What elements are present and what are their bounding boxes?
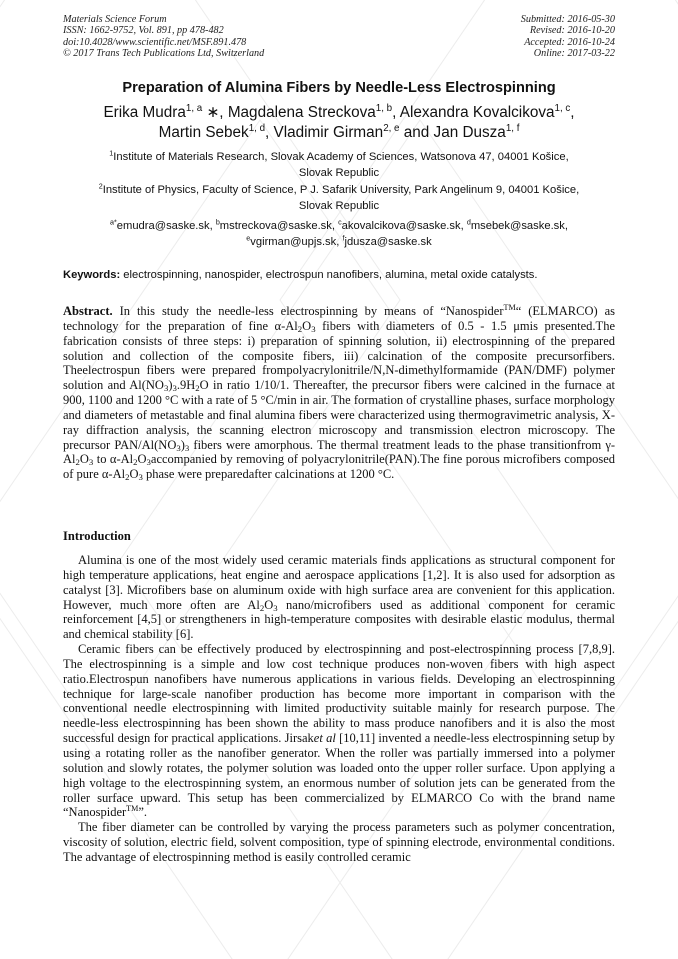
email-link[interactable]: emudra@saske.sk,	[116, 220, 216, 232]
email-link[interactable]: vgirman@upjs.sk,	[250, 235, 343, 248]
journal-name: Materials Science Forum	[63, 14, 167, 25]
keywords	[63, 268, 615, 283]
email-link[interactable]: msebek@saske.sk,	[470, 220, 568, 232]
author-emails: $^{a*}$emudra@saske.sk, $^b$mstreckova@saske.sk, $^c$akovalcikova@saske.sk, $^d$msebek@saske.sk, $^e$vgirman@upjs.sk, $^f$jdusza@saske.sk	[110, 218, 568, 248]
abstract: Abstract. In this study the needle-less electrospinning by means of “Nanospider™“ (ELMARCO) as technology for the preparation of fine $\alpha-Al_2O_3$ fibers with diameters of 0.5 - 1.5 μmis presented.The fabrication consists of three steps: i) preparation of spinning solution, ii) electrospinning of the prepared solution and collection of the composite fibers, iii) calcination of the composite precursorfibers. Theelectrospun fibers were prepared frompolyacrylonitrile/N,N-dimethylformamide (PAN/DMF) polymer solution and $Al(NO_3)_3.9H_2O$ in ratio 1/10/1. Thereafter, the precursor fibers were calcined in the furnace at 900, 1100 and 1200 °C with a rate of 5 °C/min in air. The formation of crystalline phases, surface morphology and diameters of metastable and final alumina fibers were characterized using thermogravimetric analysis, X-ray diffraction analysis, the scanning electron microscopy and transmission electron microscopy. The precursor PAN/$Al(NO_3)_3$ fibers were amorphous. The thermal treatment leads to the phase transitionfrom $\gamma-Al_2O_3$ to $\alpha-Al_2O_3accompanied$ by removing of polyacrylonitrile(PAN).The fine porous microfibers composed of pure $\alpha-Al_2O_3$ phase were preparedafter calcinations at 1200 °C.	[63, 302, 616, 483]
paragraph: Alumina is one of the most widely used ceramic materials finds applications as structural component for high temperature applications, heat engine and aerospace applications [1,2]. It is also used for adsorption as catalyst [3]. Microfibers base on aluminum oxide with high surface area are convenient for this application. However, much more often are $Al_2O_3$ nano/microfibers used as additional component for ceramic reinforcement [4,5] or strengtheners in high-temperature composites with desirable elastic modulus, thermal and chemical stability [6].	[63, 553, 615, 642]
keywords-text: electrospinning, nanospider, electrospun nanofibers, alumina, metal oxide catalysts.	[120, 269, 538, 281]
author: Martin Sebek$^{1, d}$,	[158, 122, 274, 141]
online-date: Online: 2017-03-22	[533, 47, 615, 59]
submitted-date: Submitted: 2016-05-30	[520, 14, 615, 25]
abstract-label: Abstract.	[63, 304, 113, 318]
publication-dates	[521, 14, 615, 59]
author: Vladimir Girman$^{2, e}$ and	[273, 122, 434, 141]
author: Magdalena Streckova$^{1, b}$,	[227, 102, 400, 121]
copyright: © 2017 Trans Tech Publications Ltd, Switzerland	[63, 47, 265, 59]
affiliation-2: $^2$Institute of Physics, Faculty of Science, P J. Safarik University, Park Angelinum 9, 04001 Košice, Slovak Republic	[98, 182, 580, 212]
author: Erika Mudra$^{1, a}$ ∗,	[103, 102, 228, 121]
author-list	[40, 103, 638, 143]
introduction-body	[63, 553, 615, 865]
keywords-label: Keywords:	[63, 269, 121, 281]
accepted-date: Accepted: 2016-10-24	[524, 36, 615, 48]
revised-date: Revised: 2016-10-20	[529, 25, 615, 37]
paper-title: Preparation of Alumina Fibers by Needle-Less Electrospinning	[122, 80, 556, 96]
author: Alexandra Kovalcikova$^{1, c}$,	[399, 102, 575, 121]
author: Jan Dusza$^{1, f}$	[433, 122, 520, 141]
email-link[interactable]: akovalcikova@saske.sk,	[341, 220, 467, 232]
journal-info	[63, 14, 264, 59]
paragraph: Ceramic fibers can be effectively produced by electrospinning and post-electrospinning process [7,8,9]. The electrospinning is a simple and low cost technique produces non-woven fibers with high aspect ratio.Electrospun nanofibers have numerous applications in various fields. Developing an electrospinning technique for large-scale nanofiber production has become more important in comparison with the conventional needle electrospinning with limited productivity suitable mainly for research purpose. The needle-less electrospinning has been shown the ability to mass produce nanofibers and it is also the most successful design for practical applications. Jirsaket al [10,11] invented a needle-less electrospinning setup by using a rotating roller as the nanofiber generator. When the roller was partially immersed into a polymer solution and slowly rotates, the polymer solution was loaded onto the upper roller surface. Upon applying a high voltage to the electrospinning system, an enormous number of solution jets can be generated from the roller surface upward. This setup has been commercialized by ELMARCO Co with the brand name “Nanospider™”.	[63, 642, 615, 820]
issn: ISSN: 1662-9752, Vol. 891, pp 478-482	[63, 25, 224, 37]
email-link[interactable]: jdusza@saske.sk	[344, 235, 432, 248]
email-link[interactable]: mstreckova@saske.sk,	[219, 220, 339, 232]
introduction-heading: Introduction	[63, 529, 131, 543]
affiliation-1: $^1$Institute of Materials Research, Slovak Academy of Sciences, Watsonova 47, 04001 Košice, Slovak Republic	[109, 149, 569, 179]
doi: doi:10.4028/www.scientific.net/MSF.891.478	[63, 36, 247, 48]
paragraph: The fiber diameter can be controlled by varying the process parameters such as polymer concentration, viscosity of solution, electric field, solvent composition, type of spinning electrode, environmental conditions. The advantage of electrospinning method is easily controlled ceramic	[63, 820, 615, 864]
